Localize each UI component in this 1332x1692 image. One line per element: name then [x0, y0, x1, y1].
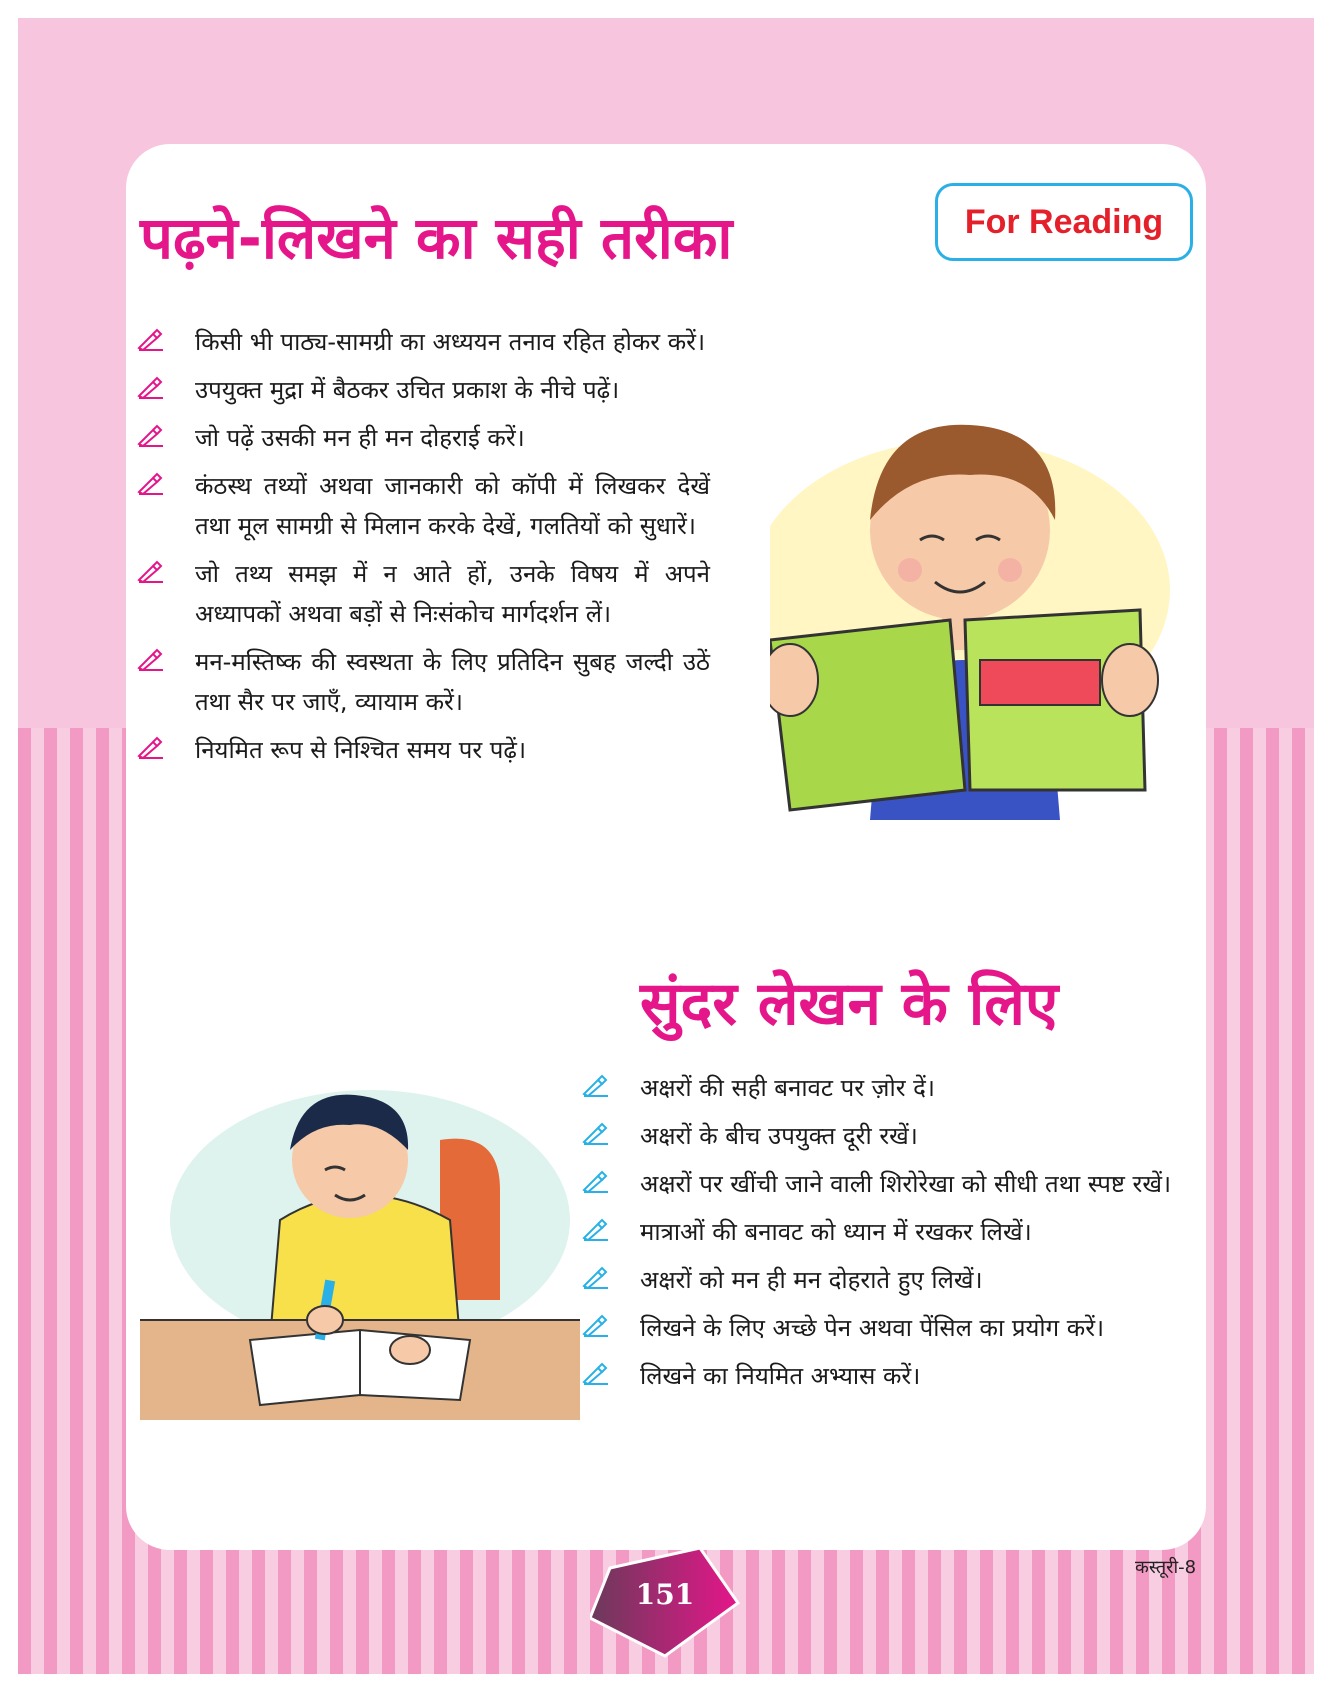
boy-reading-book-illustration	[770, 370, 1190, 820]
writing-hand-icon	[582, 1170, 610, 1194]
writing-hand-icon	[137, 424, 165, 448]
writing-hand-icon	[582, 1122, 610, 1146]
writing-hand-icon	[137, 736, 165, 760]
writing-hand-icon	[137, 472, 165, 496]
writing-points-list	[640, 1068, 1185, 1404]
reading-point: किसी भी पाठ्य-सामग्री का अध्ययन तनाव रहित होकर करें।	[195, 322, 710, 362]
reading-point: जो तथ्य समझ में न आते हों, उनके विषय में अपने अध्यापकों अथवा बड़ों से निःसंकोच मार्गदर्शन लें।	[195, 554, 710, 634]
reading-point: मन-मस्तिष्क की स्वस्थता के लिए प्रतिदिन सुबह जल्दी उठें तथा सैर पर जाएँ, व्यायाम करें।	[195, 642, 710, 722]
book-label: कस्तूरी-8	[1135, 1557, 1197, 1578]
boy-writing-at-desk-illustration	[140, 1050, 580, 1420]
writing-point: अक्षरों पर खींची जाने वाली शिरोरेखा को सीधी तथा स्पष्ट रखें।	[640, 1164, 1185, 1204]
writing-hand-icon	[582, 1362, 610, 1386]
writing-hand-icon	[582, 1218, 610, 1242]
reading-point: जो पढ़ें उसकी मन ही मन दोहराई करें।	[195, 418, 710, 458]
badge-label: For Reading	[964, 202, 1164, 241]
writing-point: अक्षरों को मन ही मन दोहराते हुए लिखें।	[640, 1260, 1185, 1300]
writing-hand-icon	[137, 560, 165, 584]
writing-hand-icon	[137, 328, 165, 352]
writing-point: लिखने का नियमित अभ्यास करें।	[640, 1356, 1185, 1396]
page-number-badge	[590, 1548, 740, 1658]
for-reading-badge	[935, 183, 1193, 261]
writing-heading: सुंदर लेखन के लिए	[640, 969, 1059, 1039]
reading-point: कंठस्थ तथ्यों अथवा जानकारी को कॉपी में लिखकर देखें तथा मूल सामग्री से मिलान करके देखें, गलतियों को सुधारें।	[195, 466, 710, 546]
writing-point: लिखने के लिए अच्छे पेन अथवा पेंसिल का प्रयोग करें।	[640, 1308, 1185, 1348]
reading-points-list	[195, 322, 710, 778]
writing-hand-icon	[582, 1266, 610, 1290]
reading-heading: पढ़ने-लिखने का सही तरीका	[140, 204, 733, 272]
writing-point: अक्षरों के बीच उपयुक्त दूरी रखें।	[640, 1116, 1185, 1156]
writing-hand-icon	[582, 1074, 610, 1098]
page-number: 151	[635, 1578, 695, 1611]
writing-hand-icon	[137, 648, 165, 672]
reading-point: उपयुक्त मुद्रा में बैठकर उचित प्रकाश के नीचे पढ़ें।	[195, 370, 710, 410]
writing-point: मात्राओं की बनावट को ध्यान में रखकर लिखें।	[640, 1212, 1185, 1252]
writing-hand-icon	[137, 376, 165, 400]
writing-point: अक्षरों की सही बनावट पर ज़ोर दें।	[640, 1068, 1185, 1108]
reading-point: नियमित रूप से निश्चित समय पर पढ़ें।	[195, 730, 710, 770]
writing-hand-icon	[582, 1314, 610, 1338]
